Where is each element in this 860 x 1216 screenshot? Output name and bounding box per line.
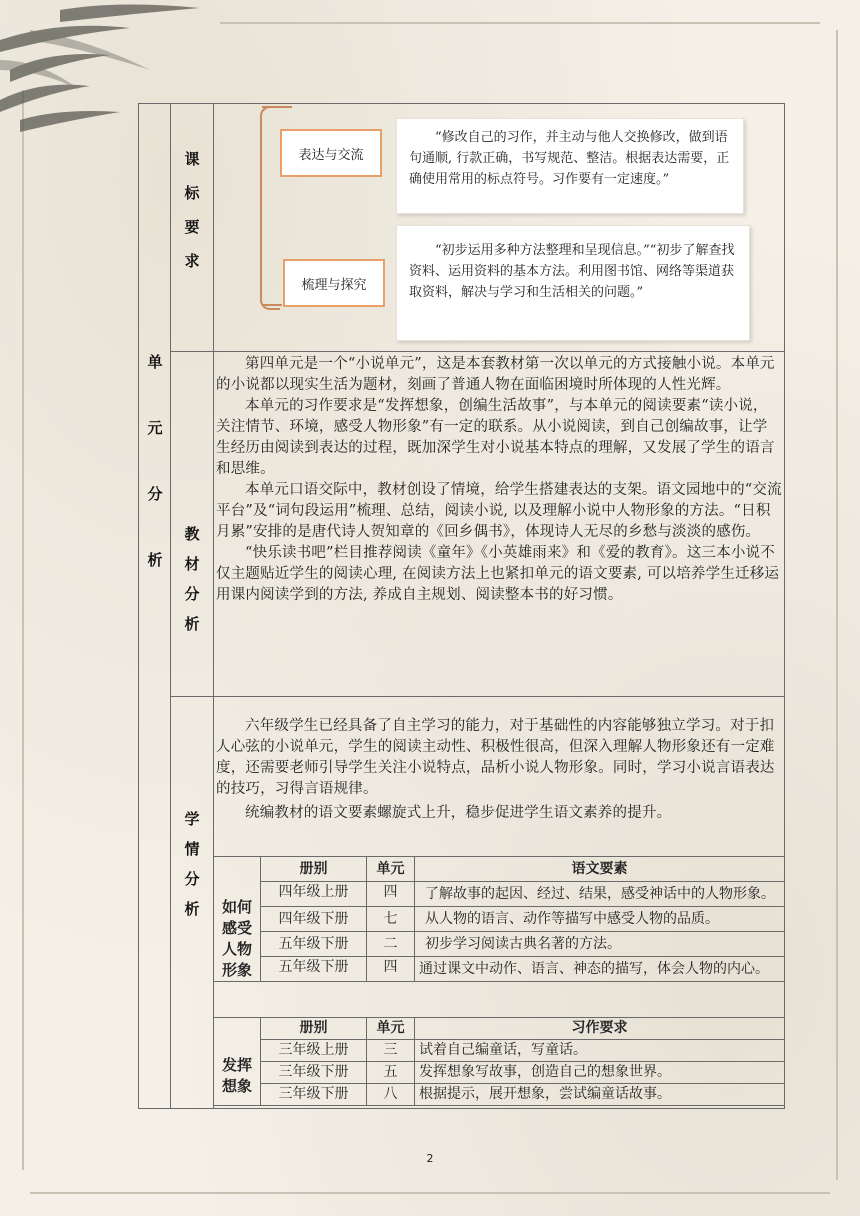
frame-line-bottom — [30, 1192, 830, 1194]
tag-expression-communication: 表达与交流 — [280, 129, 382, 177]
bracket-top-tick — [262, 106, 292, 108]
bracket-bottom-tick — [262, 304, 282, 306]
row-divider-1 — [170, 351, 785, 352]
quote-expression-communication: “修改自己的习作，并主动与他人交换修改，做到语句通顺, 行款正确，书写规范、整洁。根据表达需要，正确使用常用的标点符号。习作要有一定速度。” — [396, 118, 744, 214]
table-row: 五年级下册 二 初步学习阅读古典名著的方法。 — [214, 932, 785, 957]
textbook-analysis-text: 第四单元是一个“小说单元”，这是本套教材第一次以单元的方式接触小说。本单元的小说都以现实生活为题材，刻画了普通人物在面临困境时所体现的人性光辉。 本单元的习作要求是“发挥想象，创编生活故事”，与本单元的阅读要素“读小说，关注情节、环境，感受人物形象”有一定的联系。从小说阅读，到自己创编故事，让学生经历由阅读到表达的过程，既加深学生对小说基本特点的理解，又发展了学生的语言和思维。 本单元口语交际中，教材创设了情境，给学生搭建表达的支架。语文园地中的“交流平台”及“词句段运用”梳理、总结，阅读小说, 以及理解小说中人物形象的方法。“日积月累”安排的是唐代诗人贺知章的《回乡偶书》，体现诗人无尽的乡愁与淡淡的感伤。 “快乐读书吧”栏目推荐阅读《童年》《小英雄雨来》和《爱的教育》。这三本小说不仅主题贴近学生的阅读心理, 在阅读方法上也紧扣单元的语文要素, 可以培养学生迁移运用课内阅读学到的方法, 养成自主规划、阅读整本书的好习惯。 — [216, 356, 782, 603]
reading-elements-table — [213, 856, 785, 982]
table-row: 三年级下册 八 根据提示，展开想象，尝试编童话故事。 — [214, 1084, 785, 1106]
table1-group-label: 如何 感受 人物 形象 — [214, 857, 261, 982]
table-row: 三年级下册 五 发挥想象写故事，创造自己的想象世界。 — [214, 1062, 785, 1084]
bracket-connector — [260, 106, 280, 310]
frame-line-top — [220, 22, 820, 24]
table-row: 四年级下册 七 从人物的语言、动作等描写中感受人物的品质。 — [214, 907, 785, 932]
frame-line-left — [22, 90, 24, 1170]
student-analysis-text: 六年级学生已经具备了自主学习的能力，对于基础性的内容能够独立学习。对于扣人心弦的小说单元，学生的阅读主动性、积极性很高，但深入理解人物形象还有一定难度，还需要老师引导学生关注小说特点，品析小说人物形象。同时，学习小说言语表达的技巧，习得言语规律。 统编教材的语文要素螺旋式上升，稳步促进学生语文素养的提升。 — [216, 718, 775, 821]
table2-group-label: 发挥 想象 — [214, 1018, 261, 1106]
curriculum-requirements-label: 课 标 要 求 — [184, 150, 200, 270]
row-divider-2 — [170, 696, 785, 697]
table1-header-element: 语文要素 — [415, 857, 785, 882]
col-divider-1 — [170, 103, 171, 1109]
writing-requirements-table — [213, 1017, 785, 1106]
table1-header-unit: 单元 — [367, 857, 415, 882]
student-analysis-label: 学 情 分 析 — [184, 810, 200, 918]
frame-line-right — [836, 30, 838, 1180]
quote-sorting-exploration: “初步运用多种方法整理和呈现信息。”“初步了解查找资料、运用资料的基本方法。利用图书馆、网络等渠道获取资料，解决与学习和生活相关的问题。” — [396, 225, 750, 341]
table1-header-volume: 册别 — [261, 857, 367, 882]
unit-analysis-header: 单 元 分 析 — [147, 353, 163, 569]
tag-sorting-exploration: 梳理与探究 — [283, 259, 385, 307]
table-row: 三年级上册 三 试着自己编童话，写童话。 — [214, 1040, 785, 1062]
table-row: 四年级上册 四 了解故事的起因、经过、结果，感受神话中的人物形象。 — [214, 882, 785, 907]
table-row: 五年级下册 四 通过课文中动作、语言、神态的描写，体会人物的内心。 — [214, 957, 785, 982]
table2-header-volume: 册别 — [261, 1018, 367, 1040]
table2-header-requirement: 习作要求 — [415, 1018, 785, 1040]
textbook-analysis-label: 教 材 分 析 — [184, 525, 200, 633]
page-number: 2 — [426, 1152, 434, 1165]
table2-header-unit: 单元 — [367, 1018, 415, 1040]
